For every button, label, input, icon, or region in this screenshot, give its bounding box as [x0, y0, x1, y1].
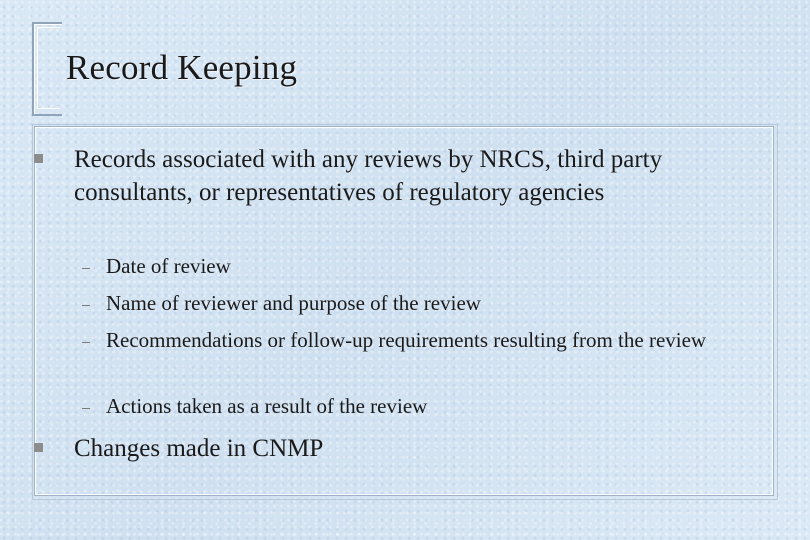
dash-bullet-icon	[82, 342, 90, 343]
bullet-text: Records associated with any reviews by NRCS, third party consultants, or representatives of regulatory agencies	[74, 146, 663, 206]
sub-bullet-recommendations	[106, 326, 756, 355]
square-bullet-icon	[34, 443, 43, 452]
bullet-item-changes	[74, 432, 704, 465]
sub-bullet-text: Date of review	[106, 254, 231, 278]
sub-bullet-text: Name of reviewer and purpose of the review	[106, 291, 481, 315]
square-bullet-icon	[34, 154, 43, 163]
dash-bullet-icon	[82, 408, 90, 409]
sub-bullet-date	[106, 252, 756, 281]
sub-bullet-actions	[106, 392, 756, 421]
dash-bullet-icon	[82, 268, 90, 269]
bullet-text: Changes made in CNMP	[74, 435, 324, 462]
sub-bullet-reviewer	[106, 289, 756, 318]
dash-bullet-icon	[82, 305, 90, 306]
slide-title: Record Keeping	[66, 48, 298, 87]
bullet-item-records	[74, 143, 704, 209]
sub-bullet-text: Actions taken as a result of the review	[106, 394, 428, 418]
sub-bullet-text: Recommendations or follow-up requirements resulting from the review	[106, 328, 707, 352]
title-frame-highlight	[37, 27, 60, 109]
